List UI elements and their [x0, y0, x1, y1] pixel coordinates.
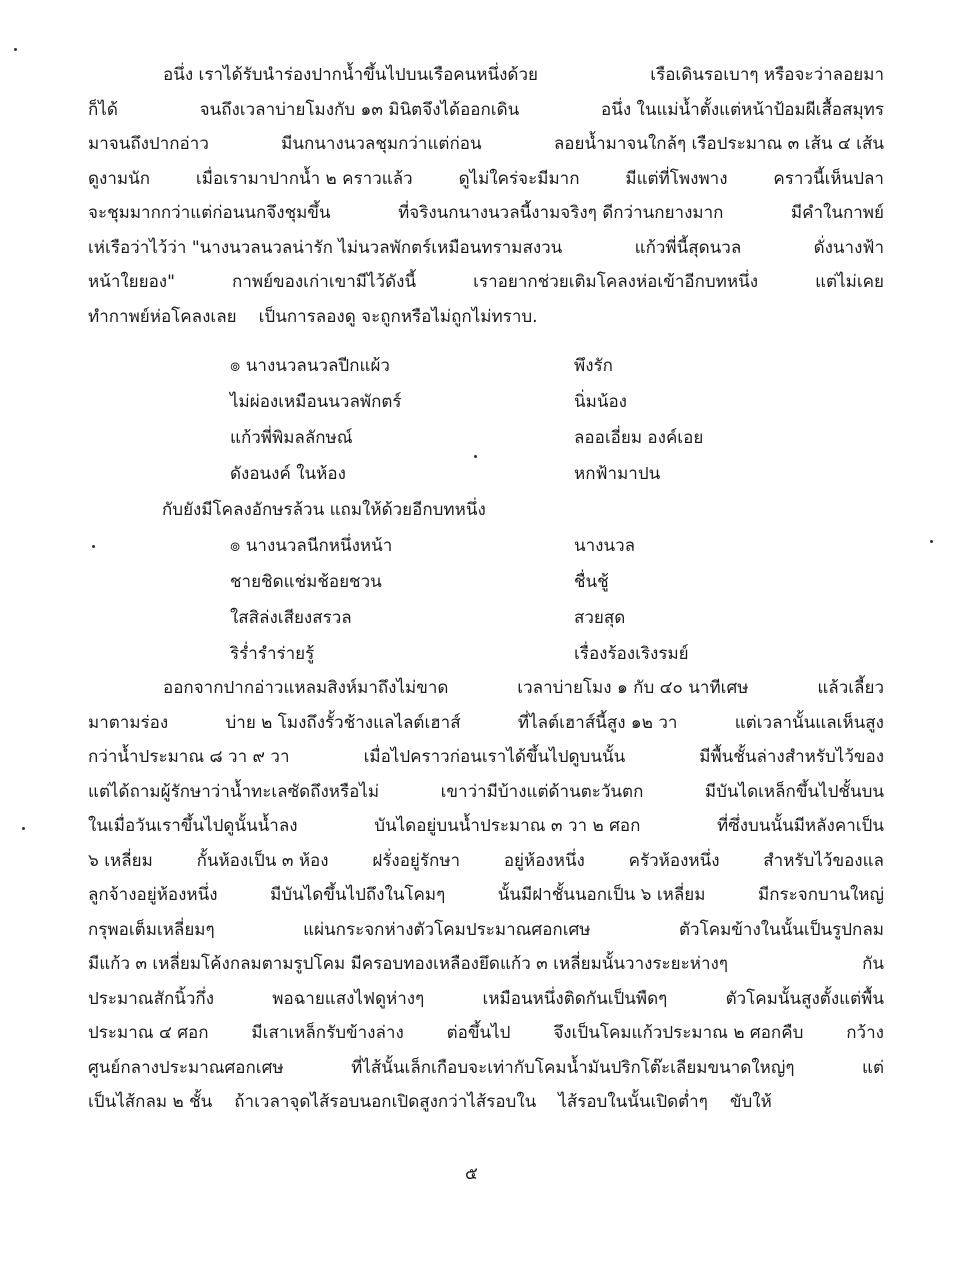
text-segment: แต่ [861, 1057, 884, 1078]
text-segment: หน้าใยยอง" [88, 272, 175, 292]
poem-verse-second-half: เรื่องร้องเริงรมย์ [574, 644, 689, 664]
poem-verse-first-half: ริร่ำรำร่ายรู้ [230, 644, 315, 664]
text-segment: มีบันไดขึ้นไปถึงในโคมๆ [270, 885, 446, 905]
text-segment: จะชุมมากกว่าแต่ก่อนนกจึงชุมขึ้น [88, 203, 331, 223]
poem-verse-first-half: ๏ นางนวลนวลปีกแผ้ว [230, 356, 390, 376]
text-segment: ก็ได้ [88, 99, 118, 120]
text-segment: ที่ไลต์เฮาส์นี้สูง ๑๒ วา [517, 712, 678, 733]
text-segment: เมื่อไปคราวก่อนเราได้ขึ้นไปดูบนนั้น [363, 747, 626, 767]
text-segment: ตัวโคมนั้นสูงตั้งแต่พื้น [725, 988, 884, 1009]
text-line [88, 237, 884, 259]
text-segment: มีพื้นชั้นล่างสำหรับไว้ของ [699, 747, 884, 767]
poem-verse-first-half: ชายชิดแช่มช้อยชวน [230, 572, 382, 592]
text-segment: มีเสาเหล็กรับข้างล่าง [251, 1023, 404, 1043]
text-segment: ดูงามนัก [88, 168, 151, 189]
text-segment: มีกระจกบานใหญ่ [758, 885, 884, 905]
text-segment: ขับให้ [729, 1092, 772, 1112]
text-line [88, 850, 884, 872]
text-line [163, 64, 884, 86]
text-segment: ประมาณสักนิ้วกึ่ง [88, 988, 215, 1009]
text-segment: มีนกนางนวลชุมกว่าแต่ก่อน [281, 134, 482, 154]
text-segment: เห่เรือว่าไว้ว่า "นางนวลนวลน่ารัก ไม่นวลพักตร์เหมือนทรามสงวน [88, 237, 563, 258]
text-segment: บันไดอยู่บนน้ำประมาณ ๓ วา ๒ ศอก [374, 816, 641, 836]
text-segment: ดูไม่ใคร่จะมีมาก [458, 168, 580, 189]
text-segment: มีบันไดเหล็กขึ้นไปชั้นบน [704, 781, 884, 802]
poem-verse-first-half: แก้วพี่พิมลลักษณ์ [230, 428, 353, 448]
poem-verse-first-half: ดังอนงค์ ในห้อง [230, 464, 346, 484]
text-segment: ในเมื่อวันเราขึ้นไปดูนั้นน้ำลง [88, 816, 298, 836]
text-segment: คราวนี้เห็นปลา [773, 168, 884, 189]
text-segment: ประมาณ ๔ ศอก [88, 1023, 209, 1043]
text-segment: ลูกจ้างอยู่ห้องหนึ่ง [88, 885, 218, 905]
text-segment: ถ้าเวลาจุดไส้รอบนอกเปิดสูงกว่าไส้รอบใน [234, 1092, 537, 1112]
text-segment: เหมือนหนึ่งติดกันเป็นพืดๆ [482, 988, 668, 1009]
text-segment: กัน [862, 954, 884, 974]
scan-speck [22, 827, 25, 830]
poem-verse-second-half: พึงรัก [574, 356, 613, 376]
text-line [88, 271, 884, 293]
text-segment: เมื่อเรามาปากน้ำ ๒ คราวแล้ว [195, 168, 413, 189]
text-segment: มาจนถึงปากอ่าว [88, 134, 209, 154]
text-segment: ต่อขึ้นไป [446, 1023, 511, 1043]
text-segment: ลอยน้ำมาจนใกล้ๆ เรือประมาณ ๓ เส้น ๔ เส้น [553, 134, 884, 154]
text-segment: ครัวห้องหนึ่ง [628, 850, 720, 871]
text-segment: เวลาบ่ายโมง ๑ กับ ๔๐ นาทีเศษ [517, 678, 749, 698]
scan-speck [930, 540, 933, 543]
text-segment: ๖ เหลี่ยม [88, 850, 153, 871]
text-line [88, 781, 884, 803]
text-line [88, 988, 884, 1010]
text-segment: เป็นไส้กลม ๒ ชั้น [88, 1092, 213, 1112]
text-segment: แต่ได้ถามผู้รักษาว่าน้ำทะเลซัดถึงหรือไม่ [88, 781, 380, 802]
text-segment: กั้นห้องเป็น ๓ ห้อง [196, 850, 329, 871]
text-segment: มีคำในกาพย์ [790, 203, 884, 223]
text-segment: กว่าน้ำประมาณ ๘ วา ๙ วา [88, 747, 290, 767]
scan-speck [92, 545, 95, 548]
text-segment: ที่ซึ่งบนนั้นมีหลังคาเป็น [717, 816, 884, 836]
text-line [88, 953, 884, 975]
text-line [88, 99, 884, 121]
text-segment: แผ่นกระจกห่างตัวโคมประมาณศอกเศษ [303, 919, 591, 940]
text-segment: แล้วเลี้ยว [817, 678, 884, 698]
text-segment: ที่จริงนกนางนวลนี้งามจริงๆ ดีกว่านกยางมาก [398, 203, 724, 223]
text-segment: มีแก้ว ๓ เหลี่ยมโค้งกลมตามรูปโคม มีครอบทองเหลืองยึดแก้ว ๓ เหลี่ยมนั้นวางระยะห่างๆ [88, 954, 728, 974]
text-segment: ไส้รอบในนั้นเปิดต่ำๆ [558, 1092, 708, 1112]
text-segment: เราอยากช่วยเติมโคลงห่อเข้าอีกบทหนึ่ง [473, 272, 758, 292]
text-segment: เรือเดินรอเบาๆ หรือจะว่าลอยมา [650, 65, 884, 85]
text-segment: มาตามร่อง [88, 712, 169, 733]
text-segment: ตัวโคมข้างในนั้นเป็นรูปกลม [678, 919, 884, 940]
poem-verse-first-half: ไม่ผ่องเหมือนนวลพักตร์ [230, 392, 402, 412]
text-segment: อยู่ห้องหนึ่ง [503, 850, 585, 871]
text-segment: ที่ไส้นั้นเล็กเกือบจะเท่ากับโคมน้ำมันปริกโต๊ะเลียมขนาดใหญ่ๆ [351, 1057, 795, 1078]
text-line [88, 1022, 884, 1044]
poem-verse-first-half: ๏ นางนวลนีกหนึ่งหน้า [230, 536, 393, 556]
text-line [88, 1091, 772, 1113]
text-segment: ดั่งนางฟ้า [813, 237, 884, 258]
scan-speck [474, 455, 477, 458]
text-segment: อนึ่ง เราได้รับนำร่องปากน้ำขึ้นไปบนเรือคนหนึ่งด้วย [163, 65, 538, 85]
text-segment: ศูนย์กลางประมาณศอกเศษ [88, 1057, 284, 1078]
text-segment: จึงเป็นโคมแก้วประมาณ ๒ ศอกคืบ [553, 1023, 804, 1043]
text-segment: จนถึงเวลาบ่ายโมงกับ ๑๓ มินิตจึงได้ออกเดิน [199, 99, 520, 120]
text-segment: ทำกาพย์ห่อโคลงเลย [88, 306, 237, 327]
poem-verse-second-half: ชื่นชู้ [574, 572, 609, 592]
text-line [88, 168, 884, 190]
text-segment: อนึ่ง ในแม่น้ำตั้งแต่หน้าป้อมผีเสื้อสมุทร [601, 99, 884, 120]
text-line [88, 746, 884, 768]
text-line [88, 919, 884, 941]
text-segment: สำหรับไว้ของแล [763, 850, 884, 871]
text-line [88, 133, 884, 155]
text-segment: กรุพอเต็มเหลี่ยมๆ [88, 919, 215, 940]
text-segment: พอฉายแสงไฟดูห่างๆ [272, 988, 425, 1009]
poem-verse-second-half: นางนวล [574, 536, 636, 556]
text-line [88, 815, 884, 837]
text-segment: มีแต่ที่โพงพาง [625, 168, 728, 189]
text-line [163, 677, 884, 699]
poem-intro: กับยังมีโคลงอักษรล้วน แถมให้ด้วยอีกบทหนึ่ง [162, 500, 486, 520]
poem-verse-second-half: สวยสุด [574, 608, 626, 628]
text-line [88, 884, 884, 906]
text-line [88, 712, 884, 734]
poem-verse-second-half: นิ่มน้อง [574, 392, 627, 412]
scan-speck [14, 48, 17, 51]
text-segment: แต่เวลานั้นแลเห็นสูง [734, 712, 884, 733]
text-segment: ออกจากปากอ่าวแหลมสิงห์มาถึงไม่ขาด [163, 678, 449, 698]
text-line [88, 1057, 884, 1079]
text-segment: กาพย์ของเก่าเขามีไว้ดังนี้ [232, 272, 417, 292]
text-segment: กว้าง [846, 1023, 884, 1043]
text-line [88, 202, 884, 224]
text-segment: เขาว่ามีบ้างแต่ด้านตะวันตก [440, 781, 644, 802]
text-segment: แต่ไม่เคย [815, 272, 884, 292]
poem-verse-second-half: ลออเอี่ยม องค์เอย [574, 428, 704, 448]
poem-verse-first-half: ใสสิล่งเสียงสรวล [230, 608, 352, 628]
text-segment: ฝรั่งอยู่รักษา [372, 850, 461, 871]
text-segment: นั้นมีฝาชั้นนอกเป็น ๖ เหลี่ยม [497, 885, 706, 905]
text-line [88, 306, 538, 328]
text-segment: แก้วพี่นี้สุดนวล [634, 237, 742, 258]
text-segment: บ่าย ๒ โมงถึงรั้วช้างแลไลต์เฮาส์ [225, 712, 461, 733]
text-segment: เป็นการลองดู จะถูกหรือไม่ถูกไม่ทราบ. [258, 306, 538, 327]
poem-verse-second-half: หกฟ้ามาปน [574, 464, 661, 484]
page-number: ๕ [465, 1164, 478, 1184]
